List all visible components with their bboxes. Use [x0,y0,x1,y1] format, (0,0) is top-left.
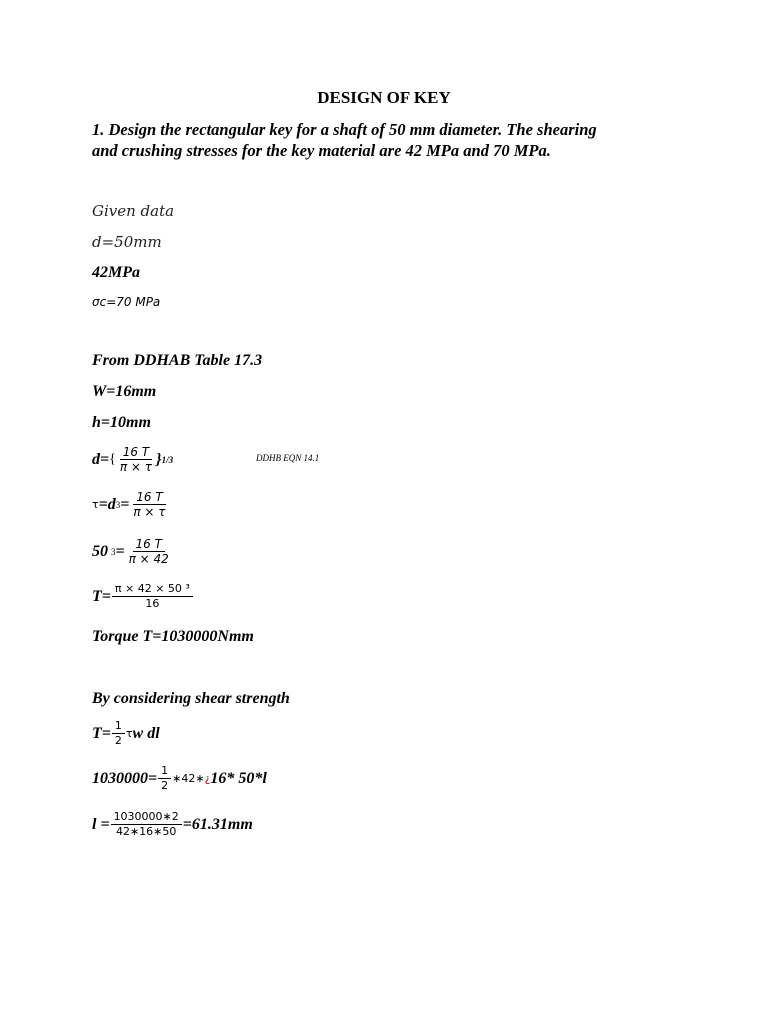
eq2-tau: τ [92,498,99,511]
given-crushing-stress: σc=70 MPa [92,295,161,309]
shear-f2-marker: ¿ [204,772,211,785]
length-calculation [92,810,253,839]
shear-substitution [92,764,267,793]
shear-f1-lhs: T= [92,724,111,742]
equation-tau [92,490,170,519]
key-height: h=10mm [92,414,151,431]
shear-f1-rest: w dl [132,724,160,742]
shear-f1-fraction [112,719,125,748]
equation-substitution [92,537,173,566]
shear-f2-fraction [158,764,171,793]
question-line-1: 1. Design the rectangular key for a shaft of 50 mm diameter. The shearing [92,120,597,139]
eq3-lhs: 50 [92,542,108,560]
eq1-lhs: d= [92,450,110,468]
eq2-numerator: 16 T [133,490,165,505]
eq3-numerator: 16 T [133,537,165,552]
given-shear-stress: 42MPa [92,264,140,281]
shear-f2-mid: ∗42∗ [172,772,205,785]
eq2-exponent: 3 [115,499,121,510]
document-title: DESIGN OF KEY [317,88,451,107]
question-line-2: and crushing stresses for the key material are 42 MPa and 70 MPa. [92,141,551,160]
shear-f3-lhs: l = [92,815,110,833]
shear-f3-fraction [111,810,182,839]
given-diameter: d=50mm [92,233,162,251]
shear-f1-numerator: 1 [112,719,125,734]
shear-f2-lhs: 1030000= [92,769,158,787]
eq4-denominator: 16 [145,597,160,610]
eq4-lhs: T= [92,587,111,605]
eq3-denominator: π × 42 [128,552,169,566]
shear-f3-denominator: 42∗16∗50 [115,825,177,838]
given-data-heading: Given data [92,202,175,220]
eq4-fraction [112,582,193,611]
equation-diameter [92,445,173,474]
key-width: W=16mm [92,383,157,400]
shear-f3-numerator: 1030000∗2 [111,810,182,825]
eq1-denominator: π × τ [119,460,152,474]
eq2-equals: = [120,495,130,513]
shear-f1-tau: τ [125,727,133,740]
torque-result: Torque T=1030000Nmm [92,628,254,645]
shear-heading: By considering shear strength [92,690,290,707]
equation-torque [92,582,194,611]
shear-f3-rest: =61.31mm [182,815,253,833]
eq1-reference: DDHB EQN 14.1 [256,453,320,463]
eq1-exponent: 1/3 [161,454,174,465]
eq3-fraction [126,537,172,566]
eq3-equals: = [115,542,125,560]
shear-f2-rest: 16* 50*l [210,769,267,787]
eq1-open-brace: { [109,451,116,467]
eq2-denominator: π × τ [133,505,166,519]
eq1-close-brace: } [156,450,162,468]
eq2-fraction [130,490,168,519]
question-text [92,119,597,161]
shear-f2-denominator: 2 [161,779,169,792]
shear-formula [92,719,160,748]
eq1-fraction [117,445,155,474]
shear-f2-numerator: 1 [158,764,171,779]
eq4-numerator: π × 42 × 50 ³ [112,582,193,597]
shear-f1-denominator: 2 [114,734,122,747]
eq3-exponent: 3 [111,546,116,557]
eq2-mid: =d [98,495,116,513]
eq1-numerator: 16 T [120,445,152,460]
table-heading: From DDHAB Table 17.3 [92,352,263,369]
